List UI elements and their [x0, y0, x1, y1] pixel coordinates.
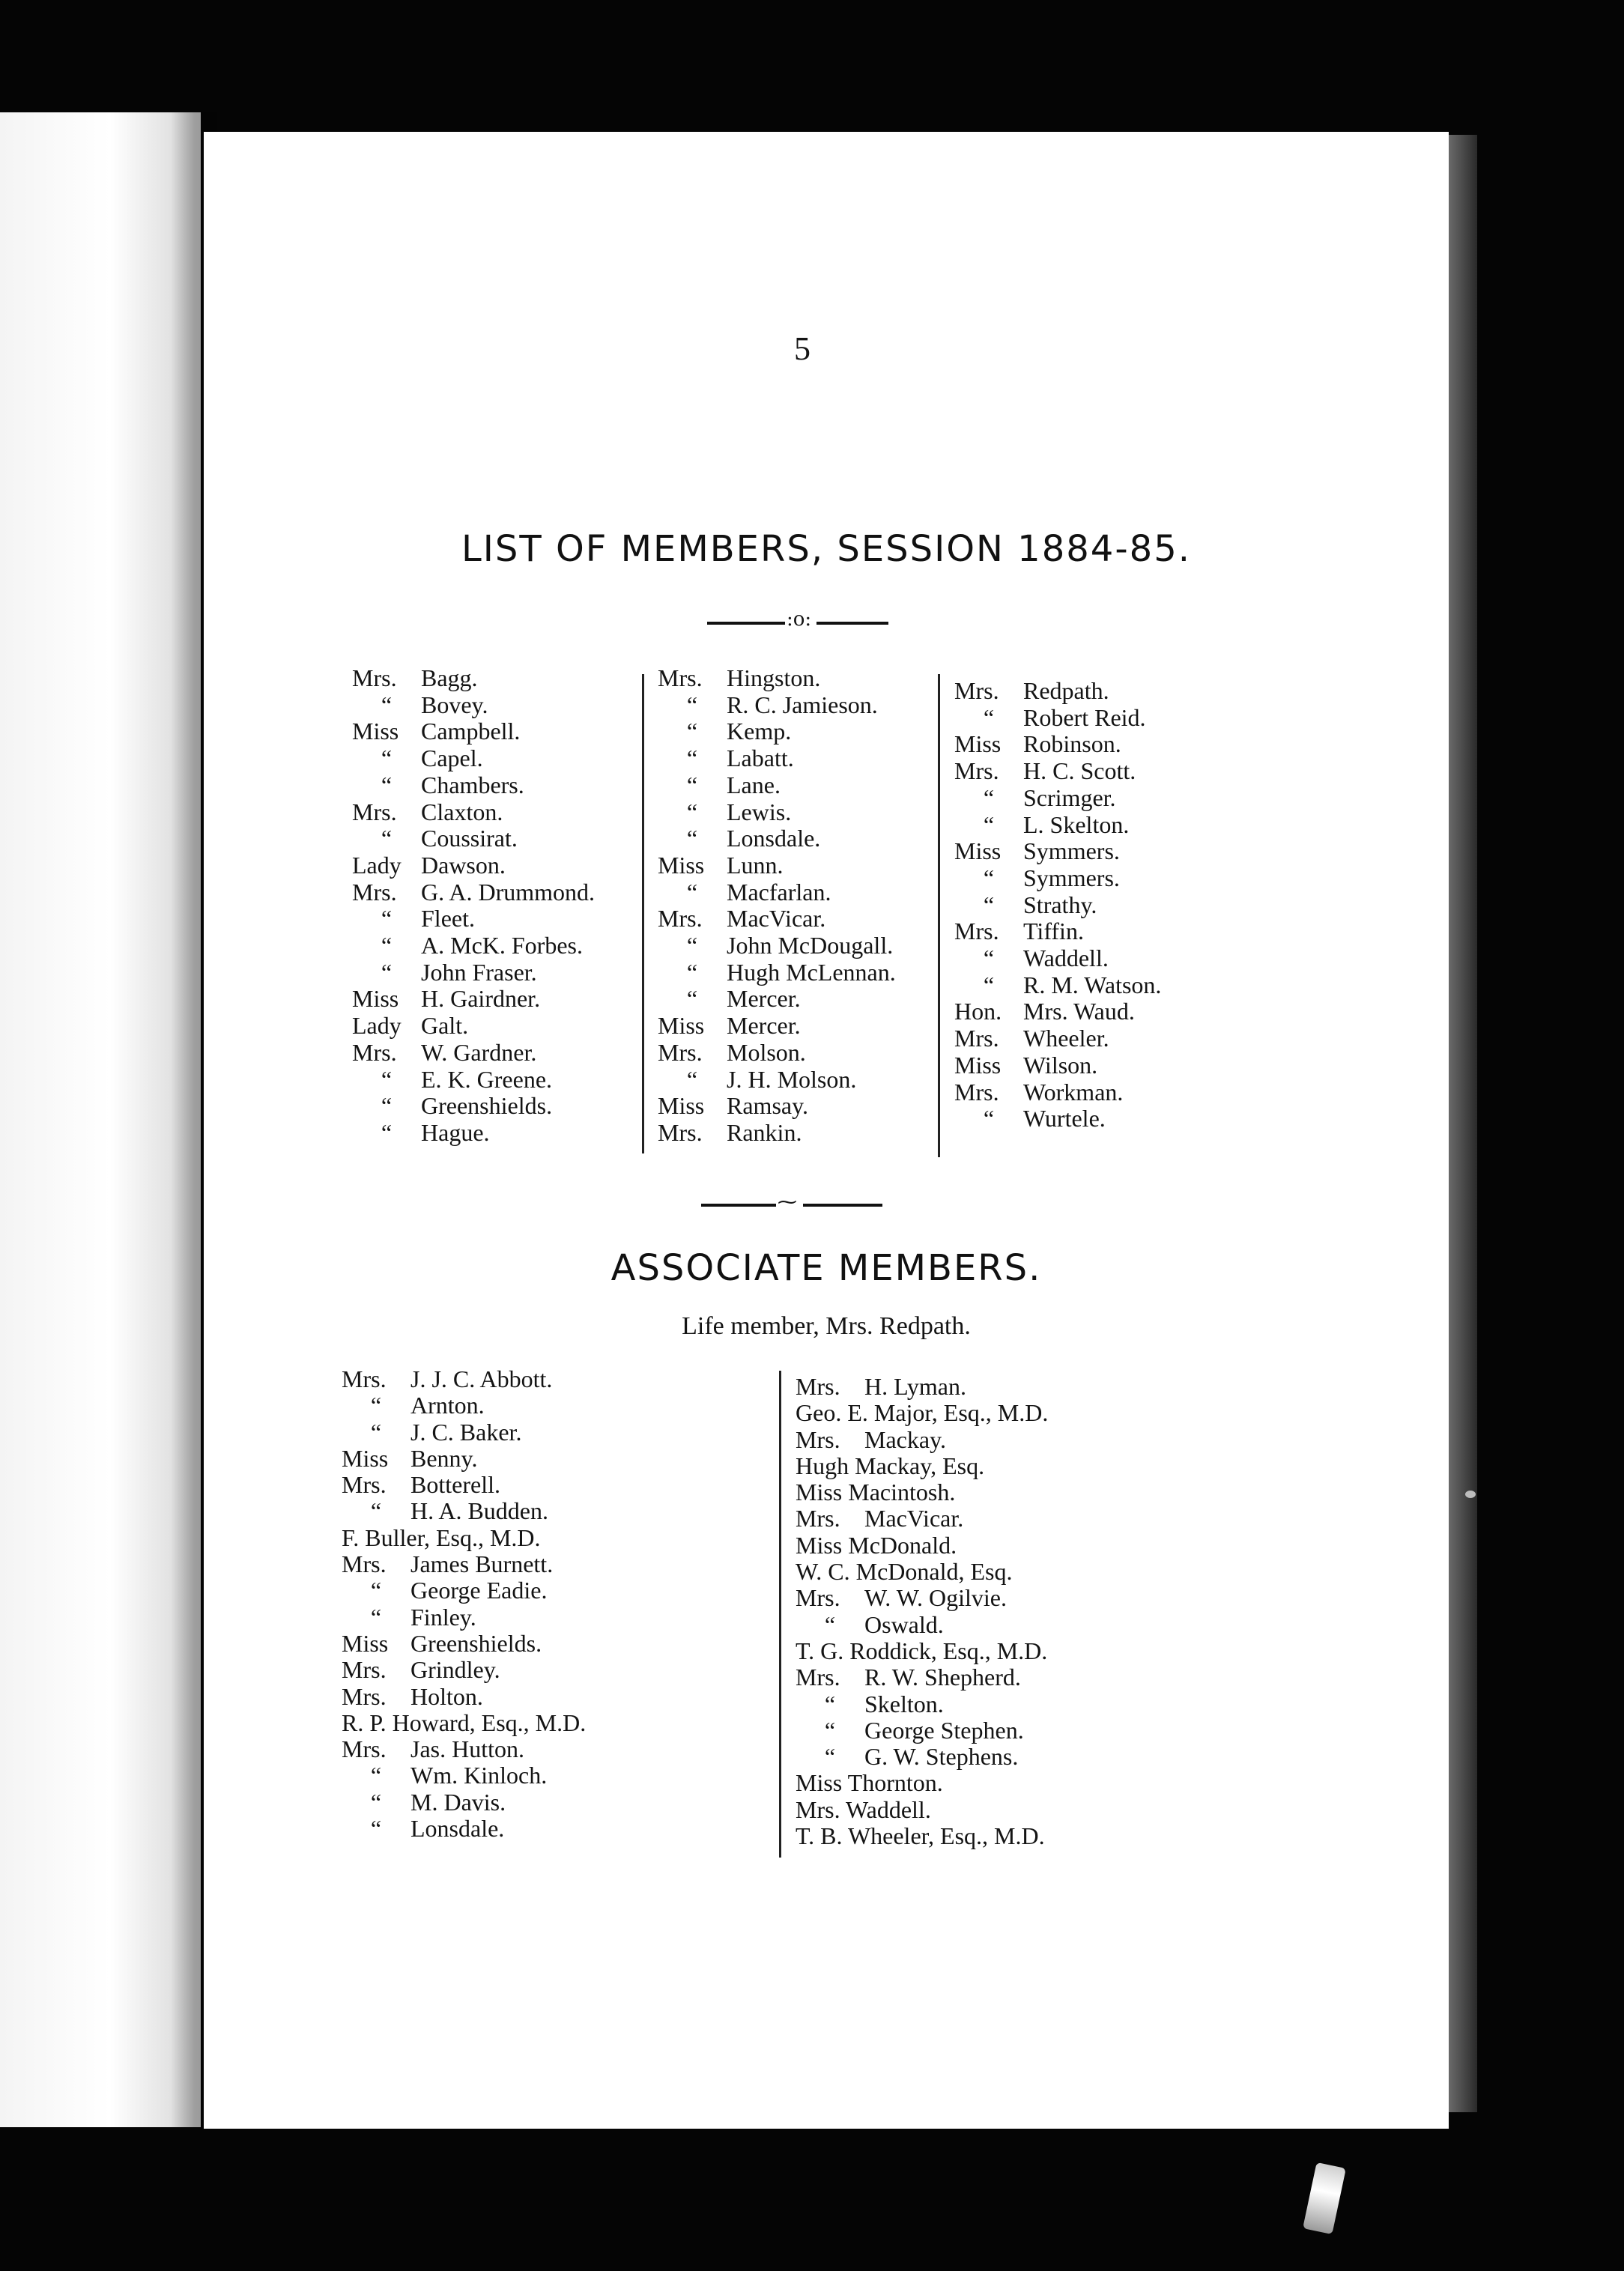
members-column-3 [954, 678, 1161, 1133]
ornament-mark: :o: [787, 608, 812, 631]
member-title: “ [686, 878, 698, 906]
member-name: Hingston. [727, 664, 821, 691]
member-entry [352, 959, 595, 986]
member-name: Tiffin. [1023, 918, 1084, 945]
member-title: Hon. [954, 998, 1002, 1025]
member-name: Grindley. [410, 1656, 500, 1684]
member-name: T. G. Roddick, Esq., M.D. [796, 1637, 1048, 1664]
member-entry [352, 772, 595, 799]
member-entry [342, 1577, 586, 1604]
member-entry [954, 998, 1161, 1025]
member-entry [796, 1612, 1048, 1638]
member-title: “ [381, 932, 393, 959]
member-entry [342, 1551, 586, 1577]
member-entry [954, 838, 1161, 865]
member-name: Symmers. [1023, 837, 1120, 865]
member-entry [796, 1664, 1048, 1691]
member-title: Miss [658, 851, 705, 879]
column-divider [779, 1371, 781, 1858]
member-title: “ [381, 905, 393, 933]
member-entry [954, 1025, 1161, 1052]
member-title: Miss [352, 718, 399, 745]
member-name: Skelton. [864, 1690, 944, 1717]
member-title: Mrs. [658, 664, 703, 691]
member-name: J. C. Baker. [410, 1418, 522, 1446]
member-entry [352, 745, 595, 772]
member-entry [342, 1392, 586, 1419]
member-name: Coussirat. [421, 825, 518, 852]
member-title: Miss [342, 1444, 389, 1472]
member-entry [342, 1657, 586, 1683]
member-name: Mercer. [727, 1012, 801, 1040]
member-title: Mrs. [352, 1038, 397, 1066]
member-title: “ [370, 1577, 382, 1604]
life-member-note: Life member, Mrs. Redpath. [682, 1312, 971, 1340]
member-title: “ [686, 985, 698, 1013]
member-name: Greenshields. [410, 1629, 542, 1657]
member-title: Miss [954, 837, 1002, 865]
member-title: Mrs. [342, 1471, 387, 1499]
member-entry [658, 1093, 896, 1120]
member-name: Redpath. [1023, 677, 1109, 704]
member-entry [796, 1532, 1048, 1559]
member-name: Campbell. [421, 718, 521, 745]
member-entry [954, 678, 1161, 705]
member-name: MacVicar. [727, 905, 826, 933]
member-entry [954, 972, 1161, 999]
member-title: Mrs. [796, 1664, 840, 1691]
member-name: Mackay. [864, 1425, 946, 1453]
member-entry [352, 825, 595, 852]
member-name: H. Lyman. [864, 1373, 966, 1400]
member-name: Holton. [410, 1682, 483, 1710]
member-title: “ [381, 1065, 393, 1093]
ornament-rule-left [707, 622, 785, 625]
member-title: “ [686, 825, 698, 852]
member-entry [352, 1040, 595, 1067]
member-title: “ [686, 771, 698, 798]
member-entry [352, 1093, 595, 1120]
member-title: “ [686, 745, 698, 772]
member-name: Chambers. [421, 771, 524, 798]
member-name: Robert Reid. [1023, 703, 1146, 731]
member-name: Wurtele. [1023, 1105, 1106, 1133]
member-entry [352, 1013, 595, 1040]
member-entry [342, 1684, 586, 1710]
member-name: A. McK. Forbes. [421, 932, 583, 959]
member-name: Botterell. [410, 1471, 500, 1499]
member-name: H. A. Budden. [410, 1497, 548, 1525]
member-title: “ [686, 718, 698, 745]
member-name: Macfarlan. [727, 878, 831, 906]
member-title: “ [370, 1497, 382, 1525]
member-title: “ [370, 1815, 382, 1843]
members-column-1 [352, 665, 595, 1147]
member-title: “ [983, 864, 995, 891]
member-name: R. W. Shepherd. [864, 1664, 1021, 1691]
member-entry [796, 1559, 1048, 1585]
member-entry [796, 1453, 1048, 1479]
member-entry [658, 959, 896, 986]
member-name: Ramsay. [727, 1092, 809, 1120]
member-title: “ [686, 1065, 698, 1093]
member-title: Miss [352, 985, 399, 1013]
member-name: R. M. Watson. [1023, 971, 1162, 998]
member-name: L. Skelton. [1023, 810, 1130, 838]
member-name: Jas. Hutton. [410, 1735, 524, 1763]
member-title: “ [824, 1716, 836, 1744]
member-title: Mrs. [954, 1025, 999, 1052]
member-title: “ [983, 810, 995, 838]
member-entry [342, 1736, 586, 1762]
member-entry [954, 1052, 1161, 1079]
member-title: “ [983, 783, 995, 811]
associates-column-2 [796, 1374, 1048, 1849]
member-entry [342, 1631, 586, 1657]
member-title: Mrs. [342, 1682, 387, 1710]
member-entry [342, 1472, 586, 1498]
ornament-rule-right [816, 622, 888, 625]
member-name: W. Gardner. [421, 1038, 537, 1066]
member-title: “ [370, 1788, 382, 1816]
member-name: George Eadie. [410, 1577, 548, 1604]
member-entry [352, 692, 595, 719]
member-name: G. A. Drummond. [421, 878, 595, 906]
member-title: Miss [658, 1012, 705, 1040]
member-name: Molson. [727, 1038, 806, 1066]
member-title: Mrs. [342, 1656, 387, 1684]
member-entry [352, 1067, 595, 1094]
member-title: “ [983, 891, 995, 918]
member-title: “ [381, 1118, 393, 1146]
member-name: W. C. McDonald, Esq. [796, 1558, 1013, 1586]
member-entry [658, 718, 896, 745]
member-entry [954, 785, 1161, 812]
member-entry [342, 1419, 586, 1446]
member-entry [352, 933, 595, 959]
member-entry [796, 1717, 1048, 1744]
member-entry [352, 879, 595, 906]
member-name: Fleet. [421, 905, 475, 933]
member-name: Scrimger. [1023, 783, 1116, 811]
member-name: MacVicar. [864, 1505, 964, 1532]
member-entry [658, 879, 896, 906]
member-name: W. W. Ogilvie. [864, 1584, 1007, 1612]
member-name: James Burnett. [410, 1550, 554, 1578]
associate-title: ASSOCIATE MEMBERS. [610, 1247, 1042, 1289]
member-entry [954, 705, 1161, 732]
member-entry [342, 1498, 586, 1524]
member-name: Benny. [410, 1444, 478, 1472]
member-title: “ [983, 945, 995, 972]
ornament-rule-left [701, 1204, 776, 1207]
member-name: John McDougall. [727, 932, 894, 959]
member-title: “ [824, 1610, 836, 1638]
member-entry [658, 1040, 896, 1067]
member-entry [796, 1374, 1048, 1400]
member-entry [796, 1400, 1048, 1426]
member-name: Finley. [410, 1603, 476, 1631]
member-title: “ [370, 1392, 382, 1419]
member-name: G. W. Stephens. [864, 1743, 1019, 1771]
member-entry [342, 1762, 586, 1789]
member-name: J. H. Molson. [727, 1065, 857, 1093]
member-title: Miss [954, 730, 1002, 758]
member-entry [954, 865, 1161, 892]
member-entry [796, 1479, 1048, 1506]
member-name: Hague. [421, 1118, 490, 1146]
member-name: Greenshields. [421, 1092, 553, 1120]
member-name: Wm. Kinloch. [410, 1762, 548, 1789]
member-name: Strathy. [1023, 891, 1097, 918]
page-number: 5 [794, 330, 811, 367]
member-entry [658, 799, 896, 826]
member-title: “ [381, 691, 393, 718]
member-entry [342, 1366, 586, 1392]
member-name: Claxton. [421, 798, 503, 825]
ornament-mark: ⁓ [778, 1191, 797, 1213]
member-name: H. C. Scott. [1023, 757, 1136, 785]
member-name: Lonsdale. [410, 1815, 505, 1843]
member-name: R. C. Jamieson. [727, 691, 878, 718]
member-entry [352, 852, 595, 879]
member-name: Mrs. Waddell. [796, 1795, 931, 1823]
member-name: Lewis. [727, 798, 792, 825]
member-name: Kemp. [727, 718, 792, 745]
member-entry [342, 1710, 586, 1736]
paper-speck [1465, 1491, 1476, 1498]
member-entry [954, 945, 1161, 972]
member-title: “ [381, 745, 393, 772]
member-entry [352, 986, 595, 1013]
member-title: “ [381, 825, 393, 852]
column-divider [938, 674, 940, 1157]
member-entry [342, 1789, 586, 1816]
member-title: “ [983, 1105, 995, 1133]
member-name: Robinson. [1023, 730, 1121, 758]
member-name: H. Gairdner. [421, 985, 541, 1013]
member-entry [658, 825, 896, 852]
member-entry [658, 852, 896, 879]
member-title: Mrs. [954, 757, 999, 785]
member-title: Mrs. [796, 1373, 840, 1400]
member-title: “ [370, 1418, 382, 1446]
member-title: “ [686, 691, 698, 718]
ornament-rule-right [803, 1204, 882, 1207]
member-title: “ [824, 1743, 836, 1771]
member-title: Lady [352, 851, 402, 879]
member-name: Lunn. [727, 851, 784, 879]
member-name: Workman. [1023, 1078, 1124, 1106]
member-title: Mrs. [658, 1118, 703, 1146]
member-title: “ [381, 1092, 393, 1120]
member-title: Mrs. [954, 1078, 999, 1106]
member-title: “ [983, 971, 995, 998]
member-name: Oswald. [864, 1610, 944, 1638]
member-title: Mrs. [352, 878, 397, 906]
member-entry [342, 1525, 586, 1551]
member-name: John Fraser. [421, 958, 537, 986]
member-name: Bagg. [421, 664, 478, 691]
member-name: Bovey. [421, 691, 488, 718]
member-title: Miss [954, 1051, 1002, 1079]
member-name: Waddell. [1023, 945, 1109, 972]
member-entry [954, 758, 1161, 785]
page-title: LIST OF MEMBERS, SESSION 1884-85. [461, 528, 1191, 570]
member-name: E. K. Greene. [421, 1065, 553, 1093]
member-entry [658, 665, 896, 692]
member-title: “ [686, 932, 698, 959]
member-name: Miss Macintosh. [796, 1479, 956, 1506]
member-name: Capel. [421, 745, 483, 772]
member-entry [954, 731, 1161, 758]
member-entry [796, 1638, 1048, 1664]
column-divider [642, 674, 644, 1153]
member-entry [352, 1120, 595, 1147]
member-title: Lady [352, 1012, 402, 1040]
member-name: Arnton. [410, 1392, 485, 1419]
member-entry [658, 986, 896, 1013]
member-title: “ [983, 703, 995, 731]
member-name: Mrs. Waud. [1023, 998, 1135, 1025]
member-title: “ [824, 1690, 836, 1717]
member-name: Miss McDonald. [796, 1531, 957, 1559]
member-entry [658, 906, 896, 933]
member-name: F. Buller, Esq., M.D. [342, 1523, 541, 1551]
member-entry [796, 1427, 1048, 1453]
member-title: Mrs. [954, 677, 999, 704]
member-entry [796, 1744, 1048, 1770]
member-name: Lonsdale. [727, 825, 821, 852]
member-title: Mrs. [352, 664, 397, 691]
member-name: Dawson. [421, 851, 506, 879]
member-name: Wilson. [1023, 1051, 1098, 1079]
member-entry [342, 1816, 586, 1842]
page-clip [1303, 2162, 1346, 2234]
page-edge [1449, 135, 1477, 2112]
member-name: George Stephen. [864, 1716, 1024, 1744]
member-name: Galt. [421, 1012, 469, 1040]
associates-column-1 [342, 1366, 586, 1842]
member-entry [658, 1067, 896, 1094]
member-entry [658, 745, 896, 772]
member-entry [658, 1013, 896, 1040]
member-entry [796, 1506, 1048, 1532]
member-title: Mrs. [342, 1365, 387, 1392]
member-title: Mrs. [342, 1735, 387, 1763]
member-entry [796, 1691, 1048, 1717]
member-entry [796, 1770, 1048, 1796]
member-title: “ [370, 1762, 382, 1789]
member-title: Mrs. [352, 798, 397, 825]
member-title: “ [381, 958, 393, 986]
member-entry [796, 1823, 1048, 1849]
member-entry [658, 1120, 896, 1147]
members-column-2 [658, 665, 896, 1147]
member-entry [954, 1079, 1161, 1106]
member-entry [658, 692, 896, 719]
member-name: T. B. Wheeler, Esq., M.D. [796, 1822, 1045, 1850]
member-entry [954, 812, 1161, 839]
member-entry [352, 906, 595, 933]
member-entry [796, 1585, 1048, 1611]
member-name: Hugh McLennan. [727, 958, 896, 986]
member-title: Mrs. [954, 918, 999, 945]
member-entry [954, 892, 1161, 919]
member-entry [954, 918, 1161, 945]
member-name: Miss Thornton. [796, 1769, 943, 1797]
member-entry [352, 799, 595, 826]
member-entry [658, 933, 896, 959]
member-entry [342, 1446, 586, 1472]
member-entry [352, 665, 595, 692]
member-name: Rankin. [727, 1118, 802, 1146]
member-entry [954, 1106, 1161, 1133]
member-title: “ [686, 958, 698, 986]
member-title: “ [381, 771, 393, 798]
member-title: “ [370, 1603, 382, 1631]
member-name: Mercer. [727, 985, 801, 1013]
member-name: Symmers. [1023, 864, 1120, 891]
member-name: J. J. C. Abbott. [410, 1365, 553, 1392]
member-name: M. Davis. [410, 1788, 506, 1816]
member-title: Mrs. [342, 1550, 387, 1578]
member-name: R. P. Howard, Esq., M.D. [342, 1708, 587, 1736]
member-entry [342, 1604, 586, 1631]
member-title: Mrs. [796, 1584, 840, 1612]
member-name: Wheeler. [1023, 1025, 1109, 1052]
member-title: Mrs. [658, 1038, 703, 1066]
member-title: Miss [658, 1092, 705, 1120]
member-entry [352, 718, 595, 745]
member-title: “ [686, 798, 698, 825]
member-entry [658, 772, 896, 799]
member-title: Miss [342, 1629, 389, 1657]
member-title: Mrs. [796, 1425, 840, 1453]
member-entry [796, 1797, 1048, 1823]
member-name: Hugh Mackay, Esq. [796, 1452, 985, 1479]
member-name: Labatt. [727, 745, 794, 772]
member-title: Mrs. [796, 1505, 840, 1532]
member-name: Lane. [727, 771, 781, 798]
member-title: Mrs. [658, 905, 703, 933]
member-name: Geo. E. Major, Esq., M.D. [796, 1399, 1049, 1427]
